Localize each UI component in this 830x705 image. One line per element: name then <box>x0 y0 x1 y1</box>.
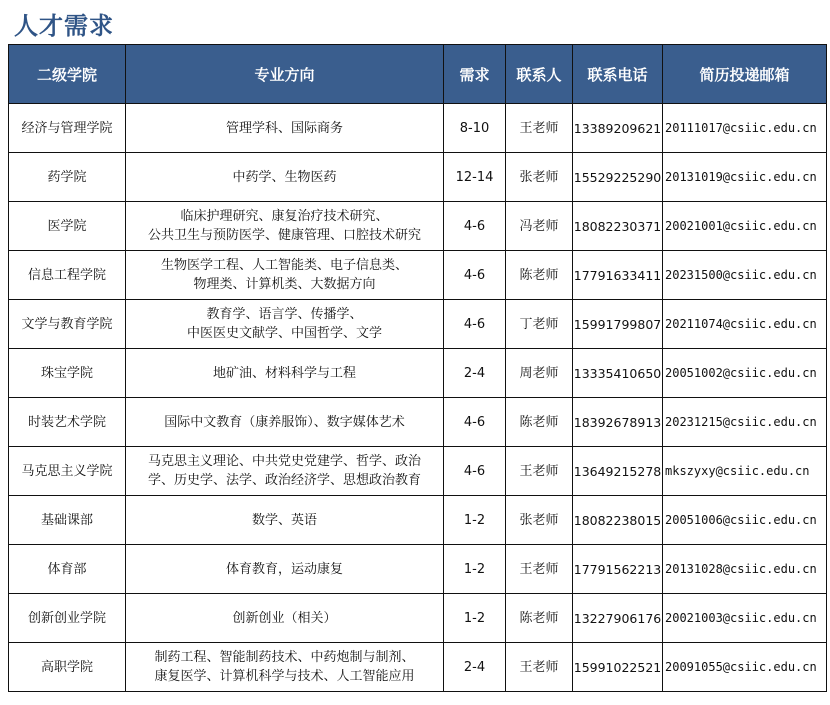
cell-email: 20131019@csiic.edu.cn <box>663 153 827 202</box>
cell-phone: 18392678913 <box>573 398 663 447</box>
cell-contact: 周老师 <box>506 349 573 398</box>
cell-phone: 18082230371 <box>573 202 663 251</box>
header-college: 二级学院 <box>9 45 126 104</box>
table-row <box>9 398 827 447</box>
cell-contact: 丁老师 <box>506 300 573 349</box>
cell-email: 20051006@csiic.edu.cn <box>663 496 827 545</box>
cell-major: 体育教育，运动康复 <box>126 545 444 594</box>
cell-demand: 1-2 <box>444 496 506 545</box>
table-row <box>9 349 827 398</box>
table-row <box>9 545 827 594</box>
cell-contact: 王老师 <box>506 447 573 496</box>
cell-college: 文学与教育学院 <box>9 300 126 349</box>
table-row <box>9 202 827 251</box>
cell-contact: 陈老师 <box>506 251 573 300</box>
cell-college: 基础课部 <box>9 496 126 545</box>
table-row <box>9 300 827 349</box>
cell-email: 20231500@csiic.edu.cn <box>663 251 827 300</box>
cell-email: 20131028@csiic.edu.cn <box>663 545 827 594</box>
page-title: 人才需求 <box>14 12 114 40</box>
cell-email: 20111017@csiic.edu.cn <box>663 104 827 153</box>
cell-email: 20091055@csiic.edu.cn <box>663 643 827 692</box>
cell-email: 20021001@csiic.edu.cn <box>663 202 827 251</box>
header-email: 简历投递邮箱 <box>663 45 827 104</box>
cell-email: 20211074@csiic.edu.cn <box>663 300 827 349</box>
table-row <box>9 643 827 692</box>
cell-phone: 17791633411 <box>573 251 663 300</box>
cell-phone: 15991799807 <box>573 300 663 349</box>
table-row <box>9 594 827 643</box>
cell-college: 经济与管理学院 <box>9 104 126 153</box>
cell-major: 管理学科、国际商务 <box>126 104 444 153</box>
cell-college: 药学院 <box>9 153 126 202</box>
cell-email: 20051002@csiic.edu.cn <box>663 349 827 398</box>
cell-major: 教育学、语言学、传播学、 中医医史文献学、中国哲学、文学 <box>126 300 444 349</box>
cell-major: 中药学、生物医药 <box>126 153 444 202</box>
header-row <box>9 45 827 104</box>
cell-phone: 18082238015 <box>573 496 663 545</box>
table-row <box>9 251 827 300</box>
cell-college: 创新创业学院 <box>9 594 126 643</box>
cell-demand: 4-6 <box>444 202 506 251</box>
cell-major: 生物医学工程、人工智能类、电子信息类、 物理类、计算机类、大数据方向 <box>126 251 444 300</box>
cell-demand: 2-4 <box>444 349 506 398</box>
cell-contact: 张老师 <box>506 153 573 202</box>
cell-phone: 13649215278 <box>573 447 663 496</box>
cell-major: 地矿油、材料科学与工程 <box>126 349 444 398</box>
header-major: 专业方向 <box>126 45 444 104</box>
cell-contact: 张老师 <box>506 496 573 545</box>
cell-major: 马克思主义理论、中共党史党建学、哲学、政治 学、历史学、法学、政治经济学、思想政治教育 <box>126 447 444 496</box>
table-row <box>9 153 827 202</box>
header-demand: 需求 <box>444 45 506 104</box>
cell-demand: 1-2 <box>444 545 506 594</box>
cell-contact: 王老师 <box>506 104 573 153</box>
cell-college: 体育部 <box>9 545 126 594</box>
cell-contact: 陈老师 <box>506 594 573 643</box>
cell-contact: 冯老师 <box>506 202 573 251</box>
cell-major: 临床护理研究、康复治疗技术研究、 公共卫生与预防医学、健康管理、口腔技术研究 <box>126 202 444 251</box>
cell-email: 20231215@csiic.edu.cn <box>663 398 827 447</box>
cell-demand: 4-6 <box>444 398 506 447</box>
cell-college: 马克思主义学院 <box>9 447 126 496</box>
cell-phone: 13335410650 <box>573 349 663 398</box>
cell-major: 创新创业（相关） <box>126 594 444 643</box>
cell-college: 医学院 <box>9 202 126 251</box>
cell-contact: 陈老师 <box>506 398 573 447</box>
cell-major: 制药工程、智能制药技术、中药炮制与制剂、 康复医学、计算机科学与技术、人工智能应用 <box>126 643 444 692</box>
cell-phone: 15991022521 <box>573 643 663 692</box>
cell-contact: 王老师 <box>506 545 573 594</box>
table-row <box>9 447 827 496</box>
cell-phone: 15529225290 <box>573 153 663 202</box>
cell-demand: 8-10 <box>444 104 506 153</box>
cell-email: 20021003@csiic.edu.cn <box>663 594 827 643</box>
cell-major: 国际中文教育（康养服饰）、数字媒体艺术 <box>126 398 444 447</box>
talent-demand-table <box>8 44 827 692</box>
cell-college: 珠宝学院 <box>9 349 126 398</box>
cell-demand: 2-4 <box>444 643 506 692</box>
cell-phone: 17791562213 <box>573 545 663 594</box>
cell-email: mkszyxy@csiic.edu.cn <box>663 447 827 496</box>
cell-demand: 4-6 <box>444 251 506 300</box>
cell-demand: 4-6 <box>444 447 506 496</box>
cell-phone: 13227906176 <box>573 594 663 643</box>
header-phone: 联系电话 <box>573 45 663 104</box>
cell-college: 时装艺术学院 <box>9 398 126 447</box>
table-row <box>9 104 827 153</box>
header-contact: 联系人 <box>506 45 573 104</box>
table-row <box>9 496 827 545</box>
cell-demand: 1-2 <box>444 594 506 643</box>
cell-contact: 王老师 <box>506 643 573 692</box>
cell-major: 数学、英语 <box>126 496 444 545</box>
cell-demand: 4-6 <box>444 300 506 349</box>
cell-college: 高职学院 <box>9 643 126 692</box>
cell-demand: 12-14 <box>444 153 506 202</box>
cell-phone: 13389209621 <box>573 104 663 153</box>
cell-college: 信息工程学院 <box>9 251 126 300</box>
